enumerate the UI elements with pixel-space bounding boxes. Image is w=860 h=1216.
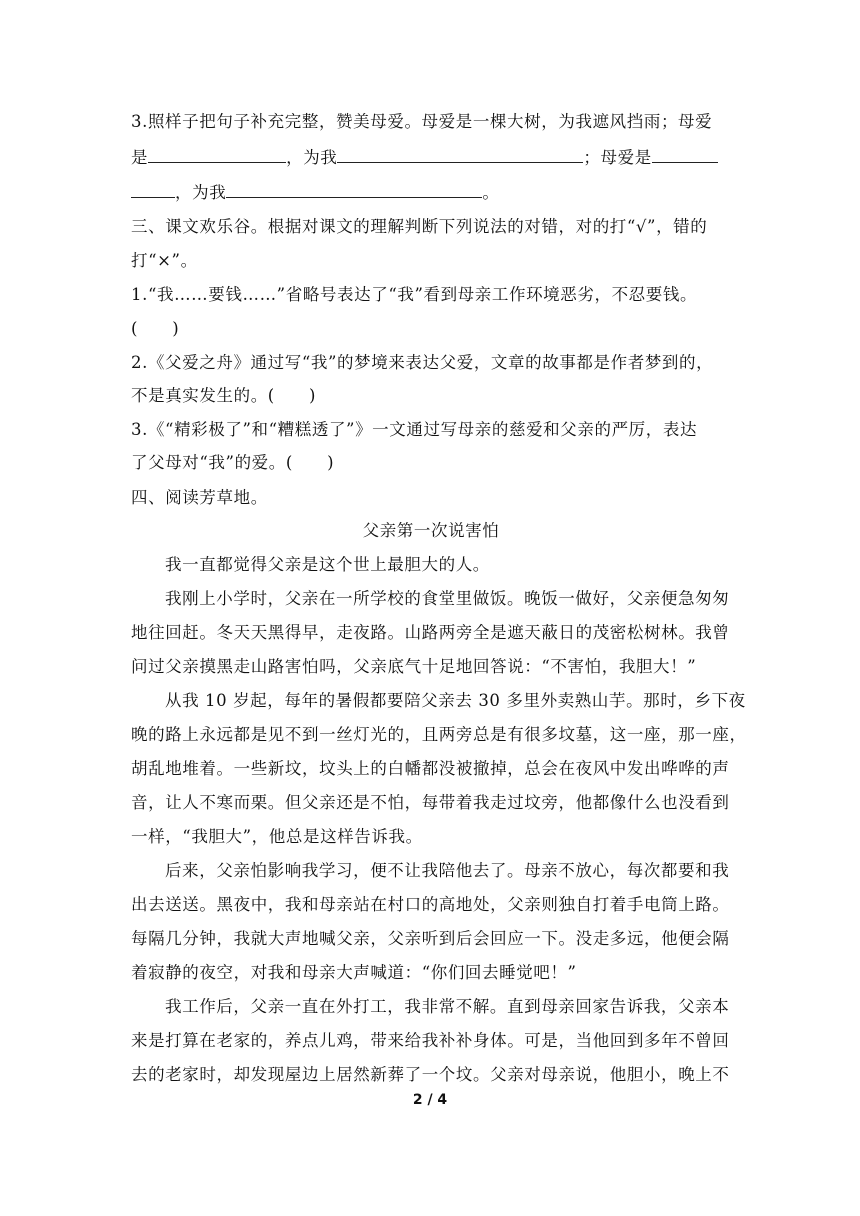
q3-text-c: ；母爱是: [583, 148, 652, 167]
part3-q2-line-1: 2.《父爱之舟》通过写“我”的梦境来表达父爱，文章的故事都是作者梦到的，: [131, 353, 714, 372]
q3-line-3: [131, 180, 741, 205]
q3-text-b: ，为我: [286, 148, 338, 167]
paragraph-4-line-4: 着寂静的夜空，对我和母亲大声喊道：“你们回去睡觉吧！”: [131, 963, 577, 982]
part3-q2-line-2[interactable]: 不是真实发生的。( ): [131, 386, 317, 405]
part3-heading-2: 打“×”。: [131, 251, 198, 270]
paragraph-4-line-1: 后来，父亲怕影响我学习，便不让我陪他去了。母亲不放心，每次都要和我: [165, 861, 730, 880]
q3-text-a: 是: [131, 148, 149, 167]
answer-blank-2[interactable]: [337, 145, 583, 163]
part3-heading-1: 三、课文欢乐谷。根据对课文的理解判断下列说法的对错，对的打“√”，错的: [131, 217, 708, 236]
paragraph-3-line-4: 音，让人不寒而栗。但父亲还是不怕，每带着我走过坟旁，他都像什么也没看到: [131, 793, 730, 812]
answer-blank-3[interactable]: [652, 145, 718, 163]
part4-heading: 四、阅读芳草地。: [131, 488, 268, 507]
answer-blank-4[interactable]: [226, 180, 482, 198]
answer-blank-3b[interactable]: [131, 180, 175, 198]
paragraph-3-line-5: 一样，“我胆大”，他总是这样告诉我。: [131, 827, 423, 846]
paragraph-1-line-1: 我一直都觉得父亲是这个世上最胆大的人。: [165, 555, 490, 574]
paragraph-3-line-2: 晚的路上永远都是见不到一丝灯光的，且两旁总是有很多坟墓，这一座，那一座，: [131, 725, 747, 744]
page-number: 2 / 4: [412, 1092, 448, 1108]
part3-q1-line-1: 1.“我……要钱……”省略号表达了“我”看到母亲工作环境恶劣，不忍要钱。: [131, 285, 698, 304]
q3-line-2: [131, 145, 741, 170]
q3-text-d: ，为我: [175, 183, 227, 202]
paragraph-3-line-3: 胡乱地堆着。一些新坟，坟头上的白幡都没被撤掉，总会在夜风中发出哗哗的声: [131, 759, 730, 778]
paragraph-5-line-2: 来是打算在老家的，养点儿鸡，带来给我补补身体。可是，当他回到多年不曾回: [131, 1031, 730, 1050]
paragraph-2-line-2: 地往回赶。冬天天黑得早，走夜路。山路两旁全是遮天蔽日的茂密松树林。我曾: [131, 623, 730, 642]
paragraph-3-line-1: 从我 10 岁起，每年的暑假都要陪父亲去 30 多里外卖熟山芋。那时，乡下夜: [165, 691, 746, 710]
article-title: 父亲第一次说害怕: [362, 521, 500, 540]
paragraph-4-line-2: 出去送送。黑夜中，我和母亲站在村口的高地处，父亲则独自打着手电筒上路。: [131, 895, 730, 914]
paragraph-5-line-1: 我工作后，父亲一直在外打工，我非常不解。直到母亲回家告诉我，父亲本: [165, 997, 730, 1016]
paragraph-2-line-1: 我刚上小学时，父亲在一所学校的食堂里做饭。晚饭一做好，父亲便急匆匆: [165, 589, 730, 608]
paragraph-2-line-3: 问过父亲摸黑走山路害怕吗，父亲底气十足地回答说：“不害怕，我胆大！”: [131, 657, 697, 676]
paragraph-5-line-3: 去的老家时，却发现屋边上居然新葬了一个坟。父亲对母亲说，他胆小，晚上不: [131, 1065, 730, 1084]
part3-q3-line-2[interactable]: 了父母对“我”的爱。( ): [131, 453, 335, 472]
q3-text-e: 。: [482, 183, 500, 202]
q3-line-1: 3.照样子把句子补充完整，赞美母爱。母爱是一棵大树，为我遮风挡雨；母爱: [131, 112, 713, 131]
answer-blank-1[interactable]: [148, 145, 286, 163]
part3-q1-answer[interactable]: ( ): [131, 319, 180, 338]
part3-q3-line-1: 3.《“精彩极了”和“糟糕透了”》一文通过写母亲的慈爱和父亲的严厉，表达: [131, 420, 698, 439]
paragraph-4-line-3: 每隔几分钟，我就大声地喊父亲，父亲听到后会回应一下。没走多远，他便会隔: [131, 929, 730, 948]
